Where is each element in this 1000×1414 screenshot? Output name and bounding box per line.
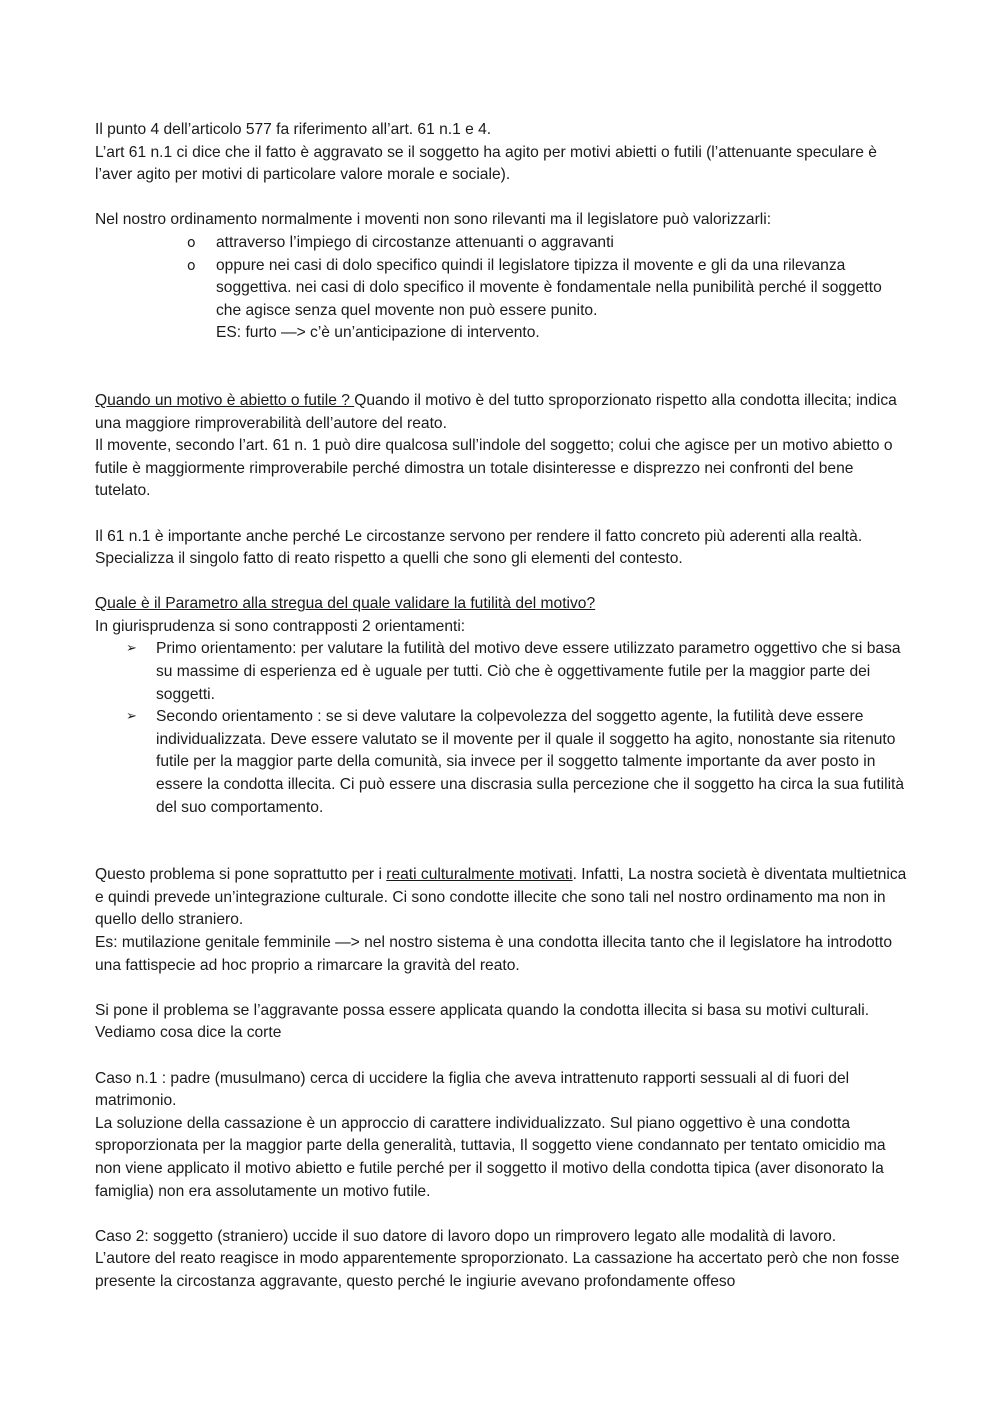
paragraph-motivo-futile xyxy=(95,390,908,435)
paragraph-autore: L’autore del reato reagisce in modo apparentemente sproporzionato. La cassazione ha accertato però che non fosse presente la circostanza aggravante, questo perché le ingiurie avevano profondamente offeso xyxy=(95,1250,900,1290)
question-answer-1: Quando il motivo è del tutto sproporzionato rispetto alla condotta illecita; indica una maggiore rimproverabilità dell’autore del reato. xyxy=(95,391,897,432)
list-item xyxy=(187,255,908,345)
paragraph-movente: Il movente, secondo l’art. 61 n. 1 può dire qualcosa sull’indole del soggetto; colui che agisce per un motivo abietto o futile è maggiormente rimproverabile perché dimostra un totale disinteresse e disprezzo nei confronti del bene tutelato. xyxy=(95,437,893,500)
paragraph-esempio: Es: mutilazione genitale femminile —> nel nostro sistema è una condotta illecita tanto che il legislatore ha introdotto una fattispecie ad hoc proprio a rimarcare la gravità del reato. xyxy=(95,934,893,974)
question-heading-1: Quando un motivo è abietto o futile ? xyxy=(95,391,355,409)
list-item-text: Primo orientamento: per valutare la futilità del motivo deve essere utilizzato parametro oggettivo che si basa su massime di esperienza ed è uguale per tutti. Ciò che è oggettivamente futile per la maggior parte dei soggetti. xyxy=(156,640,901,703)
paragraph-moventi: Nel nostro ordinamento normalmente i moventi non sono rilevanti ma il legislatore può valorizzarli: xyxy=(95,211,772,229)
paragraph-orientamenti: In giurisprudenza si sono contrapposti 2 orientamenti: xyxy=(95,617,466,635)
question-heading-2: Quale è il Parametro alla stregua del quale validare la futilità del motivo? xyxy=(95,595,596,613)
list-item xyxy=(126,706,908,819)
paragraph-aggravante: Si pone il problema se l’aggravante possa essere applicata quando la condotta illecita si basa su motivi culturali. Vediamo cosa dice la corte xyxy=(95,1001,870,1042)
arrow-bullet-list xyxy=(95,638,908,819)
paragraph-soluzione: La soluzione della cassazione è un approccio di carattere individualizzato. Sul piano oggettivo è una condotta sproporzionata per la maggior parte della generalità, tuttavia, Il soggetto viene condannato per tentato omicidio ma non viene applicato il motivo abietto e futile perché per il soggetto il motivo della condotta tipica (aver disonorato la famiglia) non era assolutamente un motivo futile. xyxy=(95,1114,886,1200)
arrow-bullet-icon: ➢ xyxy=(126,709,137,725)
paragraph-caso1: Caso n.1 : padre (musulmano) cerca di uccidere la figlia che aveva intrattenuto rapporti sessuali al di fuori del matrimonio. xyxy=(95,1069,850,1110)
list-item-text: attraverso l’impiego di circostanze attenuanti o aggravanti xyxy=(216,233,614,251)
example-furto: ES: furto —> c’è un’anticipazione di intervento. xyxy=(216,324,540,342)
circle-bullet-icon: o xyxy=(187,234,196,251)
paragraph-61n1: Il 61 n.1 è importante anche perché Le circostanze servono per rendere il fatto concreto più aderenti alla realtà. Specializza il singolo fatto di reato rispetto a quelli che sono gli elementi del contesto. xyxy=(95,527,863,568)
list-item-text: oppure nei casi di dolo specifico quindi il legislatore tipizza il movente e gli da una rilevanza soggettiva. nei casi di dolo specifico il movente è fondamentale nella punibilità perché il soggetto che agisce senza quel movente non può essere punito. xyxy=(216,256,882,319)
paragraph-caso2: Caso 2: soggetto (straniero) uccide il suo datore di lavoro dopo un rimprovero legato alle modalità di lavoro. xyxy=(95,1227,837,1245)
paragraph-reati-culturali xyxy=(95,864,908,932)
circle-bullet-icon: o xyxy=(187,257,196,274)
list-item xyxy=(126,638,908,706)
list-item-text: Secondo orientamento : se si deve valutare la colpevolezza del soggetto agente, la futilità deve essere individualizzata. Deve essere valutato se il movente per il quale il soggetto ha agito, nonostante sia ritenuto futile per la maggior parte della comunità, sia invece per il soggetto talmente importante da aver posto in essere la condotta illecita. Ci può essere una discrasia sulla percezione che il soggetto ha circa la sua futilità del suo comportamento. xyxy=(156,708,905,816)
paragraph-art61: L’art 61 n.1 ci dice che il fatto è aggravato se il soggetto ha agito per motivi abietti o futili (l’attenuante speculare è l’aver agito per motivi di particolare valore morale e sociale). xyxy=(95,143,877,184)
list-item xyxy=(187,232,908,255)
paragraph-intro: Il punto 4 dell’articolo 577 fa riferimento all’art. 61 n.1 e 4. xyxy=(95,121,492,138)
underlined-term: reati culturalmente motivati xyxy=(386,866,573,884)
text-run: . Infatti, La nostra società è diventata multietnica e quindi prevede un’integrazione culturale. Ci sono condotte illecite che sono tali nel nostro ordinamento ma non in quello dello straniero. xyxy=(95,866,907,929)
circle-bullet-list xyxy=(95,232,908,345)
text-run: Questo problema si pone soprattutto per i xyxy=(95,866,387,884)
arrow-bullet-icon: ➢ xyxy=(126,641,137,657)
